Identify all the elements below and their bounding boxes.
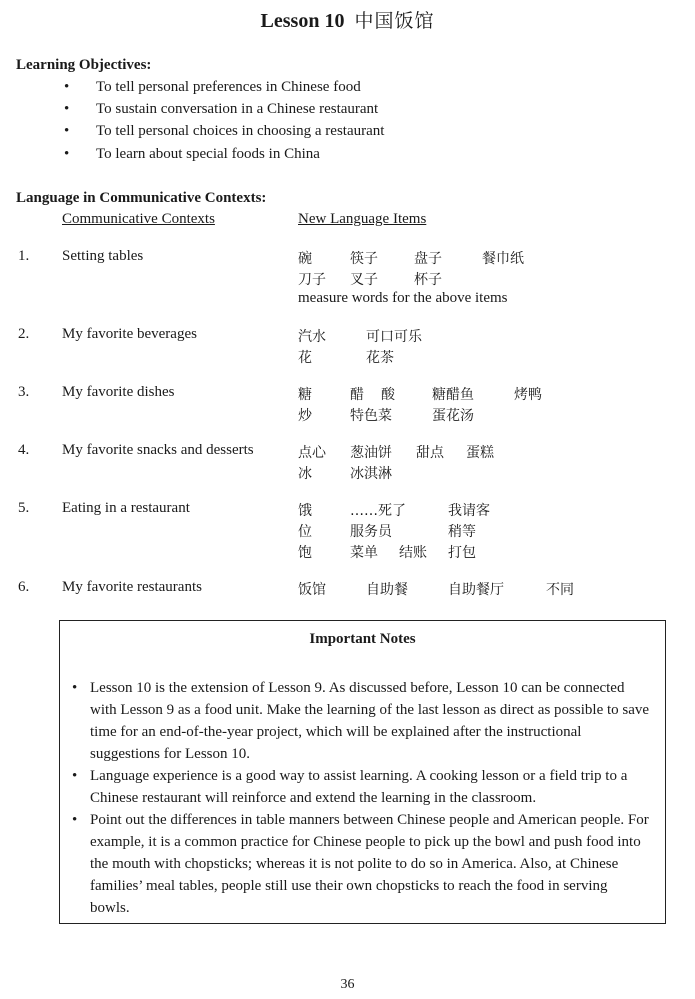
vocab-item: 服务员	[350, 524, 392, 540]
bullet-icon: •	[64, 101, 70, 117]
vocab-item: 花茶	[366, 350, 394, 366]
vocab-item: 酸	[381, 387, 395, 403]
vocab-note: measure words for the above items	[298, 290, 508, 306]
vocab-item: 不同	[546, 582, 574, 598]
context-label: My favorite beverages	[62, 326, 197, 342]
vocab-item: 筷子	[350, 251, 378, 267]
vocab-item: 特色菜	[350, 408, 392, 424]
context-label: Setting tables	[62, 248, 144, 264]
context-label: My favorite snacks and desserts	[62, 442, 254, 458]
context-label: My favorite dishes	[62, 384, 175, 400]
vocab-item: 刀子	[298, 272, 326, 288]
context-label: Eating in a restaurant	[62, 500, 190, 516]
bullet-icon: •	[64, 146, 70, 162]
row-number: 2.	[18, 326, 30, 342]
vocab-item: 炒	[298, 408, 312, 424]
vocab-item: 盘子	[414, 251, 442, 267]
objective-item: To tell personal preferences in Chinese food	[96, 79, 361, 95]
objective-item: To learn about special foods in China	[96, 146, 320, 162]
vocab-item: 蛋花汤	[432, 408, 474, 424]
vocab-item: ……死了	[350, 503, 406, 519]
vocab-item: 甜点	[416, 445, 444, 461]
vocab-item: 自助餐厅	[448, 582, 504, 598]
row-number: 5.	[18, 500, 30, 516]
vocab-item: 可口可乐	[366, 329, 422, 345]
column-header-contexts: Communicative Contexts	[62, 211, 215, 227]
vocab-item: 餐巾纸	[482, 251, 524, 267]
vocab-item: 自助餐	[366, 582, 408, 598]
vocab-item: 结账	[399, 545, 427, 561]
vocab-item: 碗	[298, 251, 312, 267]
vocab-item: 冰	[298, 466, 312, 482]
objective-item: To sustain conversation in a Chinese restaurant	[96, 101, 379, 117]
vocab-item: 位	[298, 524, 312, 540]
vocab-item: 点心	[298, 445, 326, 461]
vocab-item: 葱油饼	[350, 445, 392, 461]
lesson-label: Lesson 10	[260, 10, 345, 32]
vocab-item: 我请客	[448, 503, 490, 519]
vocab-item: 汽水	[298, 329, 326, 345]
notes-heading: Important Notes	[309, 631, 416, 647]
lesson-chinese-title: 中国饭馆	[354, 10, 435, 32]
bullet-icon: •	[72, 680, 78, 696]
vocab-item: 烤鸭	[514, 387, 542, 403]
row-number: 3.	[18, 384, 30, 400]
note-text: Point out the differences in table manners between Chinese people and American people. For example, it is a common practice for Chinese people to pick up the bowl and push food into the mouth with chopsticks; whereas it is not polite to do so in America. Also, at Chinese families’ meal tables, people still use their own chopsticks to reach the food in serving bowls.	[90, 812, 649, 916]
row-number: 4.	[18, 442, 30, 458]
row-number: 1.	[18, 248, 30, 264]
note-item	[72, 765, 650, 809]
vocab-item: 花	[298, 350, 312, 366]
vocab-item: 糖醋鱼	[432, 387, 474, 403]
page-number: 36	[340, 977, 355, 992]
page-title	[0, 6, 695, 33]
note-item	[72, 809, 650, 919]
vocab-item: 醋	[350, 387, 364, 403]
vocab-item: 稍等	[448, 524, 476, 540]
context-label: My favorite restaurants	[62, 579, 202, 595]
language-heading: Language in Communicative Contexts:	[16, 190, 267, 206]
note-item	[72, 677, 650, 765]
note-text: Lesson 10 is the extension of Lesson 9. As discussed before, Lesson 10 can be connected with Lesson 9 as a food unit. Make the learning of the last lesson as direct as possible to save time for an end-of-the-year project, which will be explained after the instructional suggestions for Lesson 10.	[90, 680, 650, 762]
objective-item: To tell personal choices in choosing a restaurant	[96, 123, 385, 139]
vocab-item: 冰淇淋	[350, 466, 392, 482]
vocab-item: 菜单	[350, 545, 378, 561]
objectives-heading: Learning Objectives:	[16, 57, 152, 73]
note-text: Language experience is a good way to assist learning. A cooking lesson or a field trip to a Chinese restaurant will reinforce and extend the learning in the classroom.	[90, 768, 628, 806]
vocab-item: 打包	[448, 545, 476, 561]
vocab-item: 杯子	[414, 272, 442, 288]
vocab-item: 叉子	[350, 272, 378, 288]
column-header-items: New Language Items	[298, 211, 427, 227]
vocab-item: 糖	[298, 387, 312, 403]
bullet-icon: •	[72, 768, 78, 784]
important-notes-box	[59, 620, 666, 924]
vocab-item: 饭馆	[298, 582, 326, 598]
vocab-item: 蛋糕	[466, 445, 494, 461]
bullet-icon: •	[64, 79, 70, 95]
bullet-icon: •	[64, 123, 70, 139]
vocab-item: 饿	[298, 503, 312, 519]
row-number: 6.	[18, 579, 30, 595]
vocab-item: 饱	[298, 545, 312, 561]
bullet-icon: •	[72, 812, 78, 828]
